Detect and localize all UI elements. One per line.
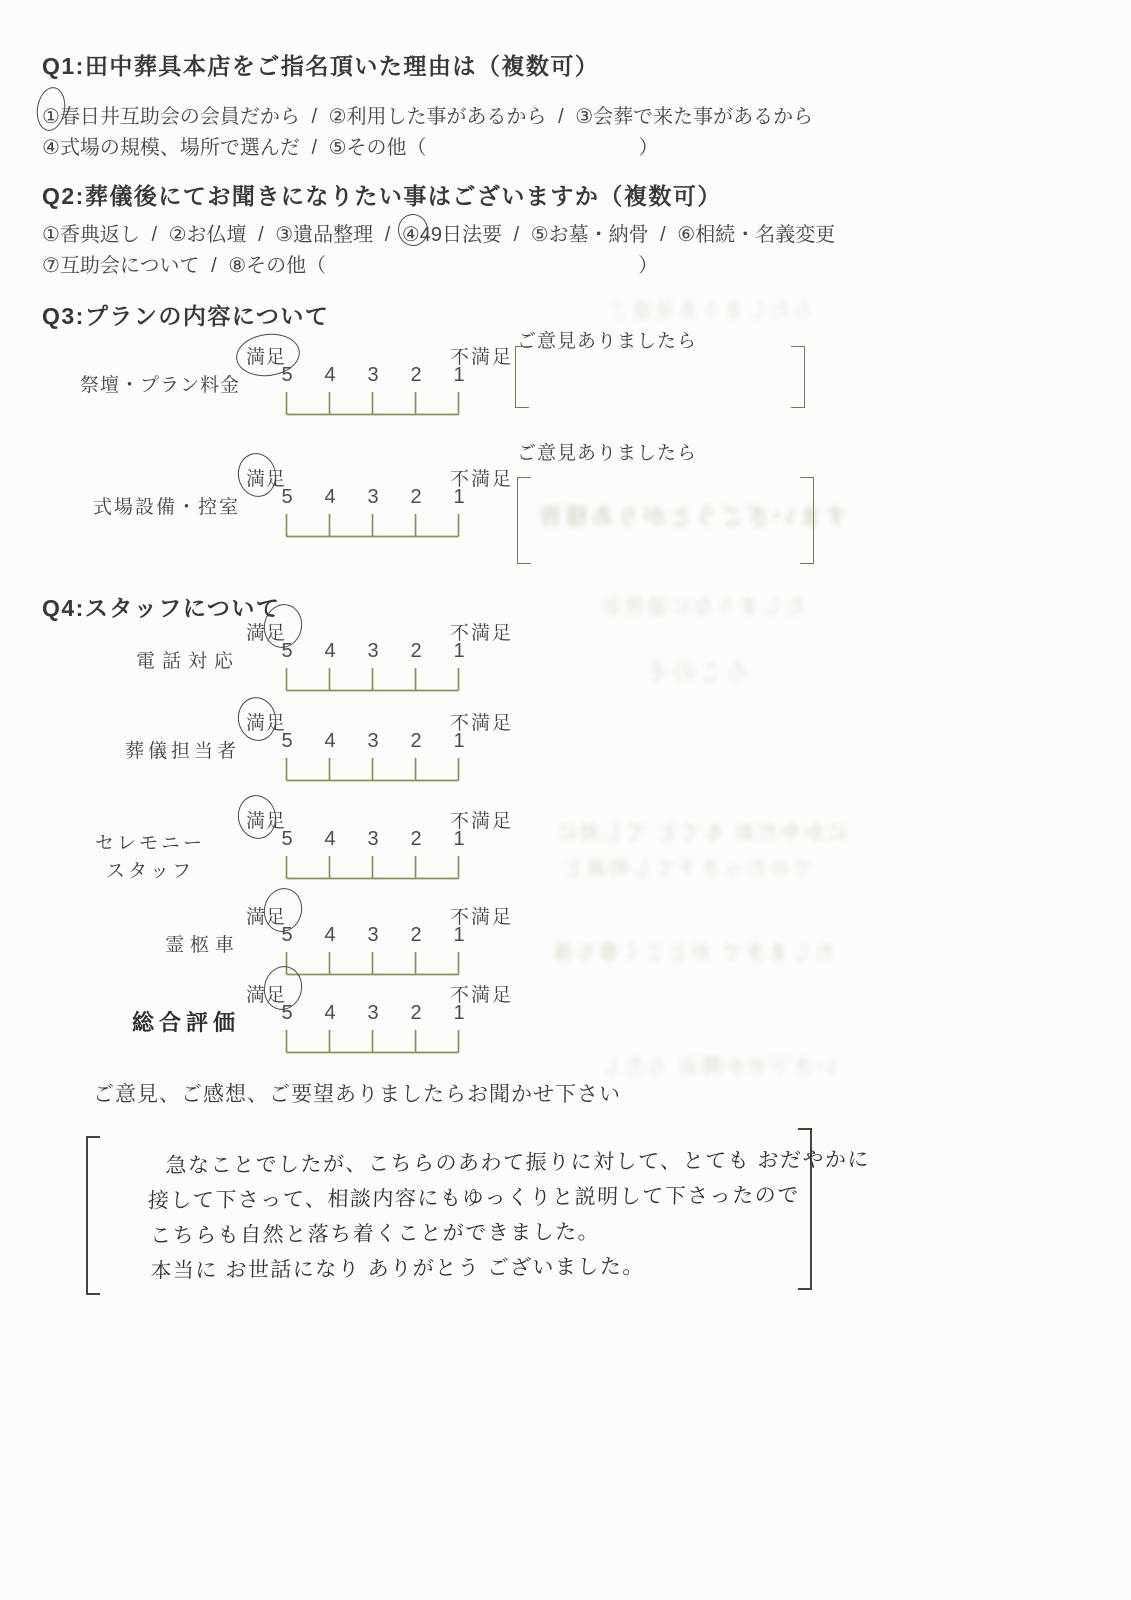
option-number	[677, 220, 695, 251]
option-number	[42, 220, 60, 251]
scale-number: 4	[324, 730, 336, 752]
option-label: 香典返し	[59, 224, 140, 246]
option-number-glyph: ④	[42, 137, 60, 159]
blank-write-in-space	[326, 271, 638, 272]
scale-number: 1	[453, 364, 465, 386]
option-number-glyph: ⑤	[530, 224, 549, 246]
satisfied-label: 満足	[246, 469, 287, 490]
bleed-through-artifact: でのたっさ下てし明説と	[560, 858, 813, 880]
scale-number: 2	[410, 730, 422, 752]
option-number	[42, 133, 60, 164]
bleed-through-artifact: いさ下せか聞お らたし	[598, 1056, 837, 1078]
option-label: 相続・名義変更	[695, 224, 836, 246]
dissatisfied-label: 不満足	[450, 469, 514, 490]
handwritten-comment-line: 急なことでしたが、こちらのあわて振りに対して、とても おだやかに	[165, 1148, 871, 1178]
option-line	[42, 133, 813, 164]
rating-row	[0, 618, 1131, 698]
option-separator: /	[252, 224, 270, 246]
option-line	[42, 251, 835, 282]
rating-row-label-line: 式場設備・控室	[92, 497, 240, 518]
satisfied-label: 満足	[246, 985, 287, 1006]
scale-number: 4	[324, 486, 336, 508]
bleed-through-artifact: にかやだお もてと てし対に	[554, 822, 848, 844]
option-line	[42, 102, 813, 133]
scale-number: 1	[453, 486, 465, 508]
scale-ruler	[285, 514, 460, 538]
close-paren: ）	[638, 137, 659, 159]
option-label: 会葬で来た事があるから	[593, 106, 814, 128]
option-number-glyph: ⑧	[228, 255, 247, 277]
dissatisfied-label: 不満足	[450, 713, 514, 734]
scale-number: 4	[324, 364, 336, 386]
option-separator: /	[379, 224, 396, 246]
scale-number: 1	[453, 1002, 465, 1024]
scale-number: 3	[367, 730, 379, 752]
q3-heading: Q3:プランの内容について	[42, 303, 330, 329]
q2-options	[42, 220, 835, 282]
scale-number: 2	[410, 1002, 422, 1024]
option-label: 利用した事があるから	[346, 106, 547, 128]
rating-row-label-line: スタッフ	[105, 861, 194, 882]
scale-number: 2	[410, 924, 422, 946]
rating-row-label-line: 総合評価	[131, 1010, 240, 1035]
option-separator: /	[305, 137, 323, 159]
rating-row	[0, 708, 1131, 788]
option-number-glyph: ②	[168, 224, 187, 246]
handwritten-comment-line: 接して下さって、相談内容にもゆっくりと説明して下さったので	[147, 1183, 801, 1213]
dissatisfied-label: 不満足	[450, 623, 514, 644]
option-number	[402, 220, 420, 251]
scale-ruler	[285, 392, 460, 416]
q4-heading: Q4:スタッフについて	[42, 595, 281, 621]
scale-ruler	[285, 1030, 460, 1054]
option-label: その他（	[346, 137, 427, 159]
option-label: 遺品整理	[293, 224, 374, 246]
option-separator: /	[552, 106, 570, 128]
rating-row-label	[0, 1006, 240, 1037]
scale-number: 5	[281, 828, 293, 850]
option-label: 式場の規模、場所で選んだ	[59, 137, 300, 159]
scale-number: 1	[453, 730, 465, 752]
option-number-glyph: ③	[575, 106, 594, 128]
scale-ruler	[285, 856, 460, 880]
handwritten-comment-line: 本当に お世話になり ありがとう ございました。	[150, 1255, 646, 1283]
handwritten-comment	[91, 1143, 871, 1289]
q2-heading: Q2:葬儀後にてお聞きになりたい事はございますか（複数可）	[42, 183, 722, 209]
option-number	[169, 220, 187, 251]
scale-number: 4	[324, 828, 336, 850]
option-number	[329, 102, 347, 133]
rating-row-label	[0, 646, 240, 673]
option-number	[575, 102, 593, 133]
option-label: その他（	[246, 255, 327, 277]
dissatisfied-label: 不満足	[450, 907, 514, 928]
rating-row	[0, 980, 1131, 1060]
scale-number: 3	[367, 828, 379, 850]
satisfied-label: 満足	[246, 811, 287, 832]
rating-row-label-line: セレモニー	[94, 833, 205, 854]
dissatisfied-label: 不満足	[450, 985, 514, 1006]
option-number-glyph: ⑤	[328, 137, 347, 159]
scale-number: 5	[281, 486, 293, 508]
scale-number: 5	[281, 640, 293, 662]
option-number-glyph: ⑥	[677, 224, 696, 246]
bleed-through-artifact: すまいざごうとがりあ様皆	[536, 503, 848, 529]
rating-row	[0, 902, 1131, 982]
option-separator: /	[654, 224, 672, 246]
satisfied-label: 満足	[246, 623, 287, 644]
scale-number: 5	[281, 364, 293, 386]
rating-row	[0, 342, 1131, 422]
scale-number: 4	[324, 924, 336, 946]
dissatisfied-label: 不満足	[450, 347, 514, 368]
satisfied-label: 満足	[246, 347, 287, 368]
rating-row-label-line: 葬儀担当者	[124, 741, 240, 762]
scale-number: 1	[453, 828, 465, 850]
scale-number: 3	[367, 640, 379, 662]
rating-row	[0, 806, 1131, 886]
scale-number: 4	[324, 640, 336, 662]
bleed-through-artifact: たしまきで がとこく着ち落	[550, 942, 835, 964]
scale-number: 1	[453, 924, 465, 946]
bleed-through-artifact: らたしまりあ見意ご	[606, 300, 813, 322]
option-number	[531, 220, 549, 251]
handwritten-comment-line: こちらも自然と落ち着くことができました。	[149, 1220, 601, 1248]
option-separator: /	[305, 106, 323, 128]
option-number	[329, 133, 347, 164]
scale-number: 5	[281, 924, 293, 946]
option-number	[42, 102, 60, 133]
dissatisfied-label: 不満足	[450, 811, 514, 832]
option-number-glyph: ⑦	[42, 255, 60, 277]
rating-row-label	[0, 370, 240, 397]
rating-row-label	[0, 492, 240, 519]
free-comment-prompt: ご意見、ご感想、ご要望ありましたらお聞かせ下さい	[93, 1083, 621, 1106]
option-number-glyph: ④	[401, 224, 420, 246]
scale-number: 5	[281, 1002, 293, 1024]
comment-hint: ご意見ありましたら	[517, 331, 698, 352]
scale-number: 3	[367, 924, 379, 946]
option-label: お墓・納骨	[548, 224, 649, 246]
option-separator: /	[145, 224, 163, 246]
rating-row-label	[0, 736, 240, 763]
scale-number: 5	[281, 730, 293, 752]
option-number	[275, 220, 293, 251]
bleed-through-artifact: たしまりなに話世お	[598, 596, 805, 618]
option-number-glyph: ①	[42, 224, 60, 246]
option-number-glyph: ③	[275, 224, 294, 246]
scale-ruler	[285, 758, 460, 782]
scale-number: 4	[324, 1002, 336, 1024]
option-number-glyph: ②	[328, 106, 347, 128]
satisfied-label: 満足	[246, 907, 287, 928]
satisfied-label: 満足	[246, 713, 287, 734]
option-separator: /	[508, 224, 525, 246]
scale-number: 2	[410, 828, 422, 850]
scale-ruler	[285, 952, 460, 976]
comment-hint: ご意見ありましたら	[517, 443, 698, 464]
option-separator: /	[205, 255, 223, 277]
bleed-through-artifact: ろこのそ	[642, 659, 750, 686]
option-label: 49日法要	[419, 224, 503, 246]
option-line	[42, 220, 835, 251]
q1-options	[42, 102, 813, 164]
scale-number: 1	[453, 640, 465, 662]
scale-number: 3	[367, 364, 379, 386]
scale-number: 3	[367, 486, 379, 508]
q1-heading: Q1:田中葬具本店をご指名頂いた理由は（複数可）	[42, 53, 600, 79]
option-number-glyph: ①	[42, 106, 60, 128]
scale-number: 2	[410, 364, 422, 386]
scale-number: 3	[367, 1002, 379, 1024]
scale-ruler	[285, 668, 460, 692]
close-paren: ）	[638, 255, 659, 277]
rating-row	[0, 464, 1131, 544]
option-label: 互助会について	[59, 255, 200, 277]
rating-row-label	[0, 830, 300, 886]
rating-row-label-line: 祭壇・プラン料金	[79, 375, 240, 396]
rating-row-label	[0, 930, 240, 957]
scale-number: 2	[410, 486, 422, 508]
option-label: お仏壇	[186, 224, 247, 246]
option-number	[42, 251, 60, 282]
option-number	[228, 251, 246, 282]
rating-row-label-line: 霊柩車	[164, 935, 240, 956]
option-label: 春日井互助会の会員だから	[59, 106, 300, 128]
scale-number: 2	[410, 640, 422, 662]
blank-write-in-space	[427, 153, 639, 154]
rating-row-label-line: 電話対応	[135, 651, 240, 672]
